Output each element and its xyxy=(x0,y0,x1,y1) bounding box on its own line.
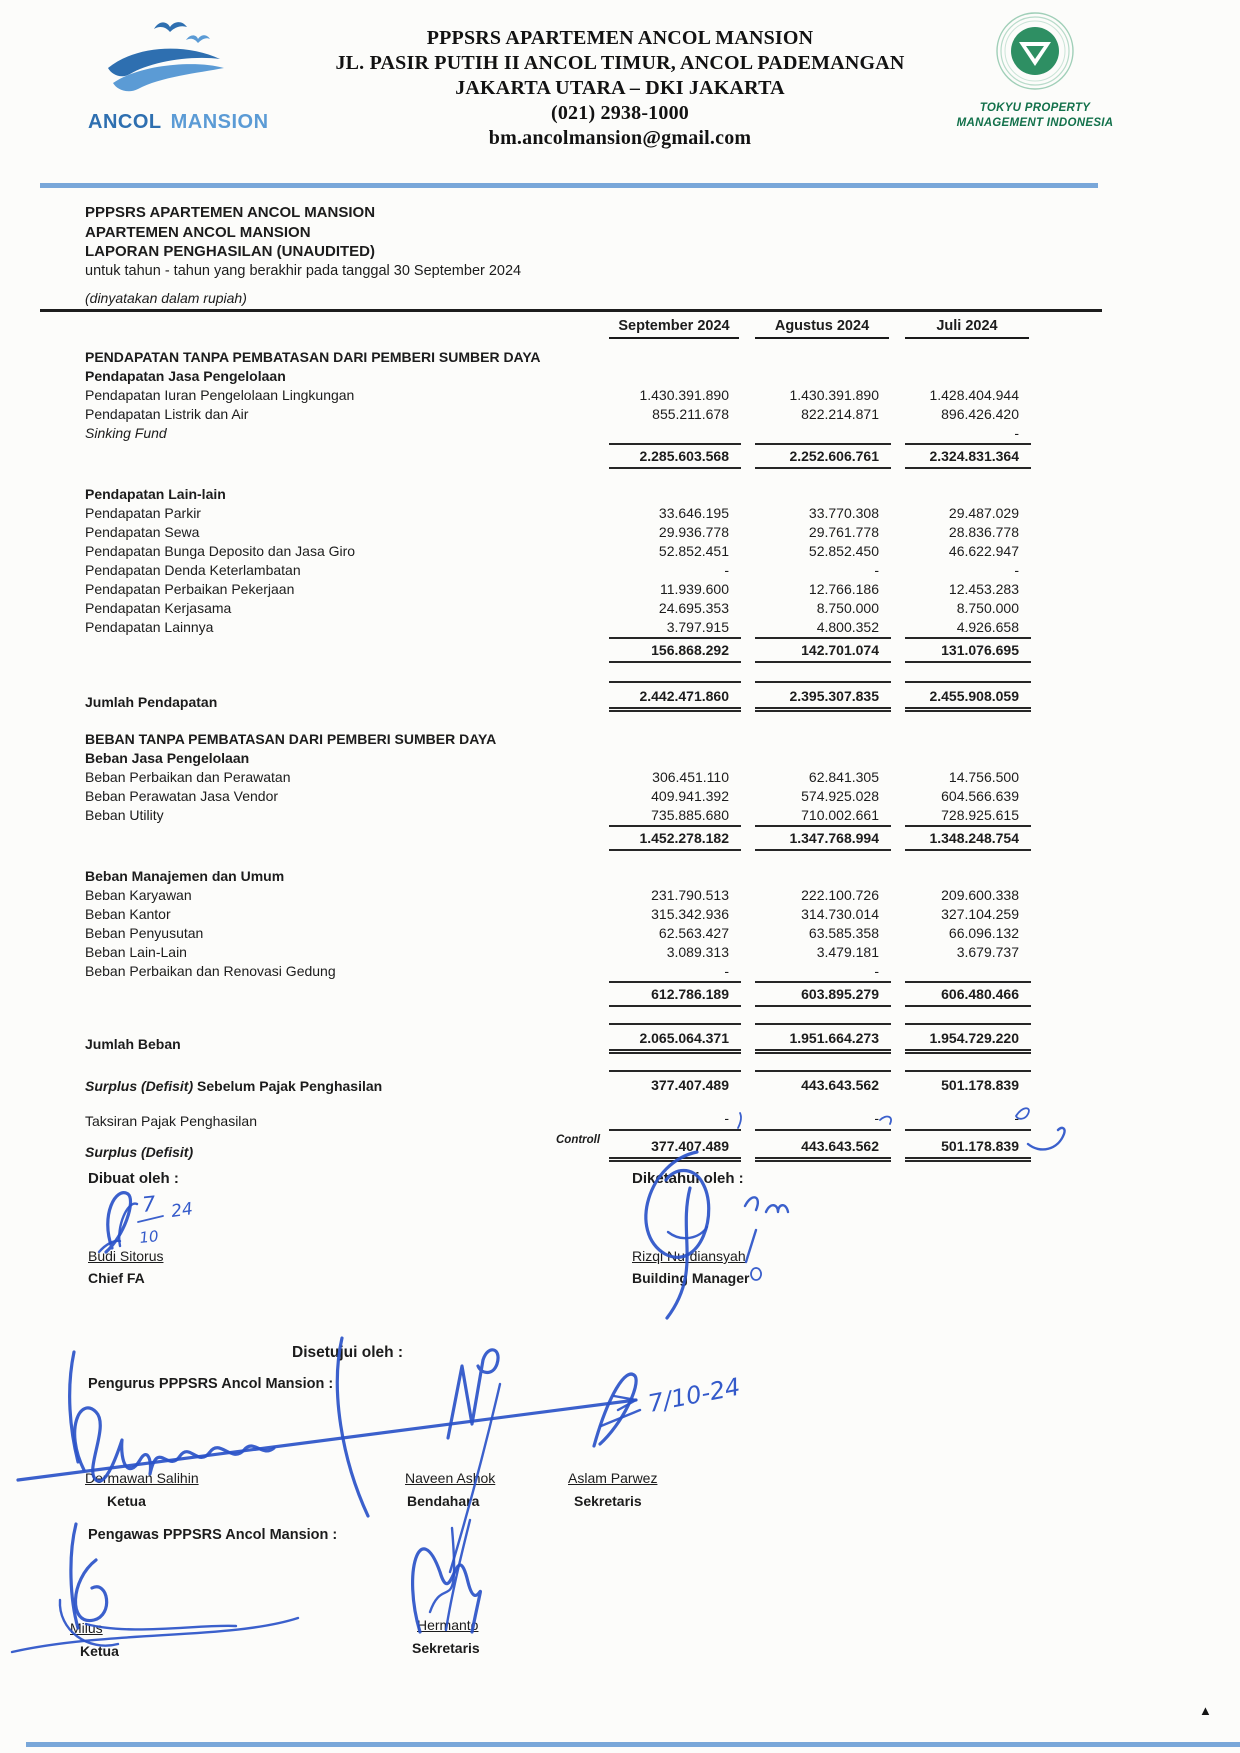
amount-cell: 896.426.420 xyxy=(941,406,1019,422)
amount-cell: 8.750.000 xyxy=(816,600,879,616)
letterhead-city: JAKARTA UTARA – DKI JAKARTA xyxy=(455,77,785,99)
report-period-line: untuk tahun - tahun yang berakhir pada tanggal 30 September 2024 xyxy=(85,262,522,279)
amount-cell: 710.002.661 xyxy=(801,807,879,823)
table-row xyxy=(85,749,1031,768)
table-row xyxy=(85,469,1031,485)
amount-cell: 12.766.186 xyxy=(808,581,879,597)
row-label: Beban Karyawan xyxy=(85,887,192,903)
amount-cell: 209.600.338 xyxy=(941,887,1019,903)
amount-cell: 142.701.074 xyxy=(755,637,891,663)
amount-cell: 501.178.839 xyxy=(905,1135,1031,1162)
row-label: Beban Perawatan Jasa Vendor xyxy=(85,788,279,804)
row-label: Beban Lain-Lain xyxy=(85,944,187,960)
letterhead-org-name: PPPSRS APARTEMEN ANCOL MANSION xyxy=(426,27,814,49)
amount-cell: 1.348.248.754 xyxy=(905,825,1031,851)
amount-cell: 409.941.392 xyxy=(651,788,729,804)
letterhead-email: bm.ancolmansion@gmail.com xyxy=(488,127,752,149)
table-row xyxy=(85,1054,1031,1070)
amount-cell: 1.452.278.182 xyxy=(609,825,741,851)
amount-cell: - xyxy=(724,963,729,979)
amount-cell: 377.407.489 xyxy=(609,1070,741,1096)
amount-cell: 574.925.028 xyxy=(801,788,879,804)
amount-cell: 29.487.029 xyxy=(948,505,1019,521)
table-row xyxy=(85,981,1031,1007)
row-label: Beban Perbaikan dan Perawatan xyxy=(85,769,291,785)
prepared-by-title: Chief FA xyxy=(88,1270,145,1286)
report-title-line3: LAPORAN PENGHASILAN (UNAUDITED) xyxy=(85,243,375,260)
pengurus-bendahara-title: Bendahara xyxy=(407,1493,480,1509)
amount-cell: 2.455.908.059 xyxy=(905,681,1031,712)
table-row xyxy=(85,663,1031,681)
tokyu-wordmark-line2: MANAGEMENT INDONESIA xyxy=(956,117,1114,129)
svg-text:10: 10 xyxy=(138,1227,160,1247)
amount-cell: 33.770.308 xyxy=(808,505,879,521)
row-label: Pendapatan Kerjasama xyxy=(85,600,232,616)
amount-cell: 855.211.678 xyxy=(652,406,729,422)
tokyu-wordmark-line1: TOKYU PROPERTY xyxy=(979,102,1091,114)
signature-naveen-ashok xyxy=(448,1350,500,1572)
table-row xyxy=(85,886,1031,905)
amount-cell: 62.841.305 xyxy=(808,769,879,785)
prepared-by-name: Budi Sitorus xyxy=(88,1248,164,1264)
column-header-september: September 2024 xyxy=(609,314,739,339)
amount-cell: 735.885.680 xyxy=(651,807,729,823)
amount-cell: 4.926.658 xyxy=(956,619,1019,635)
amount-cell: 306.451.110 xyxy=(652,769,729,785)
table-row xyxy=(85,681,1031,712)
amount-cell: 33.646.195 xyxy=(658,505,729,521)
signature-aslam-parwez xyxy=(594,1373,743,1446)
amount-cell: 156.868.292 xyxy=(609,637,741,663)
tokyu-logo xyxy=(890,10,1180,130)
row-label: Beban Penyusutan xyxy=(85,925,204,941)
table-row xyxy=(85,618,1031,637)
amount-cell: 822.214.871 xyxy=(801,406,879,422)
table-row xyxy=(85,867,1031,886)
signature-hermanto xyxy=(413,1520,481,1632)
amount-cell: 3.797.915 xyxy=(666,619,729,635)
row-label: Surplus (Defisit) xyxy=(85,1144,194,1160)
svg-text:7/10-24: 7/10-24 xyxy=(645,1372,743,1418)
amount-cell: 222.100.726 xyxy=(801,887,879,903)
amount-cell: 1.428.404.944 xyxy=(929,387,1019,403)
table-row xyxy=(85,905,1031,924)
letterhead-divider-rule xyxy=(40,183,1098,188)
pengurus-bendahara-name: Naveen Ashok xyxy=(405,1470,496,1486)
row-label: Pendapatan Perbaikan Pekerjaan xyxy=(85,581,295,597)
amount-cell: 62.563.427 xyxy=(658,925,729,941)
row-label: Pendapatan Denda Keterlambatan xyxy=(85,562,301,578)
amount-cell: 443.643.562 xyxy=(755,1070,891,1096)
amount-cell: 3.679.737 xyxy=(956,944,1019,960)
amount-cell: 131.076.695 xyxy=(905,637,1031,663)
row-label: Pendapatan Listrik dan Air xyxy=(85,406,249,422)
amount-cell: 52.852.450 xyxy=(808,543,879,559)
table-row xyxy=(85,712,1031,730)
amount-cell: 315.342.936 xyxy=(651,906,729,922)
amount-cell: 1.951.664.273 xyxy=(755,1023,891,1054)
letterhead-phone: (021) 2938-1000 xyxy=(551,102,689,124)
currency-note: (dinyatakan dalam rupiah) xyxy=(85,290,247,306)
amount-cell: - xyxy=(755,1108,891,1131)
table-row xyxy=(85,924,1031,943)
table-row xyxy=(85,485,1031,504)
pengawas-sekretaris-title: Sekretaris xyxy=(412,1640,480,1656)
amount-cell: - xyxy=(609,1108,741,1131)
pengurus-sekretaris-title: Sekretaris xyxy=(574,1493,642,1509)
letterhead-center xyxy=(270,26,970,151)
brand-word-ancol: ANCOL xyxy=(88,111,162,133)
acknowledged-by-heading: Diketahui oleh : xyxy=(632,1170,744,1187)
row-label: Beban Perbaikan dan Renovasi Gedung xyxy=(85,963,336,979)
ancol-waves-birds-icon xyxy=(88,16,248,104)
amount-cell: 603.895.279 xyxy=(755,981,891,1007)
row-label: PENDAPATAN TANPA PEMBATASAN DARI PEMBERI SUMBER DAYA xyxy=(85,349,541,365)
amount-cell: 2.442.471.860 xyxy=(609,681,741,712)
amount-cell: 377.407.489 xyxy=(609,1135,741,1162)
table-row xyxy=(85,348,1031,367)
acknowledged-by-name: Rizqi Nurdiansyah xyxy=(632,1248,746,1264)
signature-milus xyxy=(12,1524,298,1652)
pengawas-ketua-name: Milus xyxy=(70,1620,103,1636)
signature-dermawan-salihin xyxy=(18,1338,636,1516)
table-row xyxy=(85,443,1031,469)
row-label: Pendapatan Jasa Pengelolaan xyxy=(85,368,286,384)
table-row xyxy=(85,825,1031,851)
amount-cell: 46.622.947 xyxy=(948,543,1019,559)
signature-budi-sitorus xyxy=(99,1192,194,1252)
amount-cell: 8.750.000 xyxy=(956,600,1019,616)
table-row xyxy=(85,424,1031,443)
table-header-row xyxy=(85,314,1031,339)
amount-cell: 1.430.391.890 xyxy=(639,387,729,403)
ancol-mansion-wordmark xyxy=(88,111,269,134)
amount-cell: 612.786.189 xyxy=(609,981,741,1007)
row-label: Jumlah Pendapatan xyxy=(85,694,218,710)
amount-cell: 2.395.307.835 xyxy=(755,681,891,712)
table-top-rule xyxy=(40,309,1102,312)
row-label: Pendapatan Lain-lain xyxy=(85,486,226,502)
amount-cell: 66.096.132 xyxy=(948,925,1019,941)
amount-cell: 443.643.562 xyxy=(755,1135,891,1162)
amount-cell: 2.065.064.371 xyxy=(609,1023,741,1054)
report-title-line2: APARTEMEN ANCOL MANSION xyxy=(85,223,311,241)
amount-cell: - xyxy=(724,562,729,578)
pengawas-sekretaris-name: Hermanto xyxy=(417,1617,479,1633)
amount-cell: 327.104.259 xyxy=(941,906,1019,922)
table-row xyxy=(85,1108,1031,1131)
amount-cell: 14.756.500 xyxy=(948,769,1019,785)
table-row xyxy=(85,768,1031,787)
amount-cell: 3.089.313 xyxy=(666,944,729,960)
amount-cell: 28.836.778 xyxy=(948,524,1019,540)
table-row xyxy=(85,504,1031,523)
table-row xyxy=(85,1023,1031,1054)
acknowledged-by-title: Building Manager xyxy=(632,1270,750,1286)
amount-cell: 11.939.600 xyxy=(659,581,729,597)
column-header-juli: Juli 2024 xyxy=(905,314,1029,339)
row-label: Pendapatan Bunga Deposito dan Jasa Giro xyxy=(85,543,356,559)
amount-cell: 604.566.639 xyxy=(941,788,1019,804)
amount-cell: 4.800.352 xyxy=(816,619,879,635)
amount-cell: 12.453.283 xyxy=(948,581,1019,597)
pengawas-ketua-title: Ketua xyxy=(80,1643,119,1659)
table-row xyxy=(85,542,1031,561)
amount-cell: 2.324.831.364 xyxy=(905,443,1031,469)
amount-cell: 606.480.466 xyxy=(905,981,1031,1007)
table-row xyxy=(85,599,1031,618)
row-label: Pendapatan Sewa xyxy=(85,524,200,540)
amount-cell: - xyxy=(1014,562,1019,578)
row-label: Beban Kantor xyxy=(85,906,171,922)
pengurus-ketua-name: Dermawan Salihin xyxy=(85,1470,199,1486)
table-row xyxy=(85,367,1031,386)
amount-cell: - xyxy=(874,963,879,979)
amount-cell: 231.790.513 xyxy=(651,887,729,903)
row-label: Surplus (Defisit) Sebelum Pajak Penghasilan xyxy=(85,1078,383,1094)
row-label: Beban Manajemen dan Umum xyxy=(85,868,285,884)
amount-cell: 1.430.391.890 xyxy=(789,387,879,403)
amount-cell: 52.852.451 xyxy=(658,543,729,559)
report-title-line1: PPPSRS APARTEMEN ANCOL MANSION xyxy=(85,204,376,221)
financial-table-body xyxy=(85,348,1031,1162)
table-row xyxy=(85,787,1031,806)
table-row xyxy=(85,1007,1031,1023)
amount-cell: 24.695.353 xyxy=(658,600,729,616)
table-row xyxy=(85,851,1031,867)
row-label: Pendapatan Parkir xyxy=(85,505,201,521)
control-note: Controll xyxy=(556,1134,601,1146)
amount-cell: 501.178.839 xyxy=(905,1070,1031,1096)
table-row xyxy=(85,580,1031,599)
amount-cell: 29.761.778 xyxy=(808,524,879,540)
table-row xyxy=(85,962,1031,981)
row-label: Pendapatan Lainnya xyxy=(85,619,214,635)
table-row xyxy=(85,386,1031,405)
amount-cell: 2.252.606.761 xyxy=(755,443,891,469)
pengawas-heading: Pengawas PPPSRS Ancol Mansion : xyxy=(88,1527,338,1543)
footer-rule xyxy=(26,1742,1240,1747)
letterhead-address: JL. PASIR PUTIH II ANCOL TIMUR, ANCOL PADEMANGAN xyxy=(335,52,905,74)
amount-cell: - xyxy=(874,562,879,578)
table-row xyxy=(85,943,1031,962)
ancol-mansion-logo xyxy=(88,16,269,134)
amount-cell: 1.347.768.994 xyxy=(755,825,891,851)
table-row xyxy=(85,637,1031,663)
amount-cell: - xyxy=(1014,425,1019,441)
row-label: Beban Utility xyxy=(85,807,164,823)
amount-cell: 63.585.358 xyxy=(808,925,879,941)
amount-cell: 1.954.729.220 xyxy=(905,1023,1031,1054)
table-row xyxy=(85,561,1031,580)
row-label: Sinking Fund xyxy=(85,425,167,441)
column-header-agustus: Agustus 2024 xyxy=(755,314,889,339)
table-header-spacer xyxy=(85,314,595,339)
pengurus-heading: Pengurus PPPSRS Ancol Mansion : xyxy=(88,1376,334,1392)
svg-text:24: 24 xyxy=(169,1199,195,1222)
pengurus-ketua-title: Ketua xyxy=(107,1493,146,1509)
table-row xyxy=(85,806,1031,825)
report-title-block xyxy=(85,203,521,281)
brand-word-mansion: MANSION xyxy=(170,111,269,133)
table-row xyxy=(85,730,1031,749)
financial-table xyxy=(85,314,1031,1162)
table-row xyxy=(85,1096,1031,1108)
prepared-by-heading: Dibuat oleh : xyxy=(88,1170,179,1187)
amount-cell: 728.925.615 xyxy=(941,807,1019,823)
table-row xyxy=(85,1070,1031,1096)
amount-cell: 29.936.778 xyxy=(658,524,729,540)
amount-cell: - xyxy=(905,1108,1031,1131)
row-label: Pendapatan Iuran Pengelolaan Lingkungan xyxy=(85,387,355,403)
row-label: Taksiran Pajak Penghasilan xyxy=(85,1113,257,1129)
amount-cell: 314.730.014 xyxy=(801,906,879,922)
row-label: Beban Jasa Pengelolaan xyxy=(85,750,250,766)
table-row xyxy=(85,523,1031,542)
page-corner-mark: ▲ xyxy=(1199,1703,1212,1718)
row-label: Jumlah Beban xyxy=(85,1036,181,1052)
amount-cell: 3.479.181 xyxy=(816,944,879,960)
table-row xyxy=(85,405,1031,424)
approved-by-heading: Disetujui oleh : xyxy=(292,1344,404,1361)
row-label: BEBAN TANPA PEMBATASAN DARI PEMBERI SUMBER DAYA xyxy=(85,731,497,747)
amount-cell: 2.285.603.568 xyxy=(609,443,741,469)
tokyu-emblem-icon xyxy=(990,10,1080,100)
svg-text:7: 7 xyxy=(141,1191,157,1217)
pengurus-sekretaris-name: Aslam Parwez xyxy=(568,1470,658,1486)
